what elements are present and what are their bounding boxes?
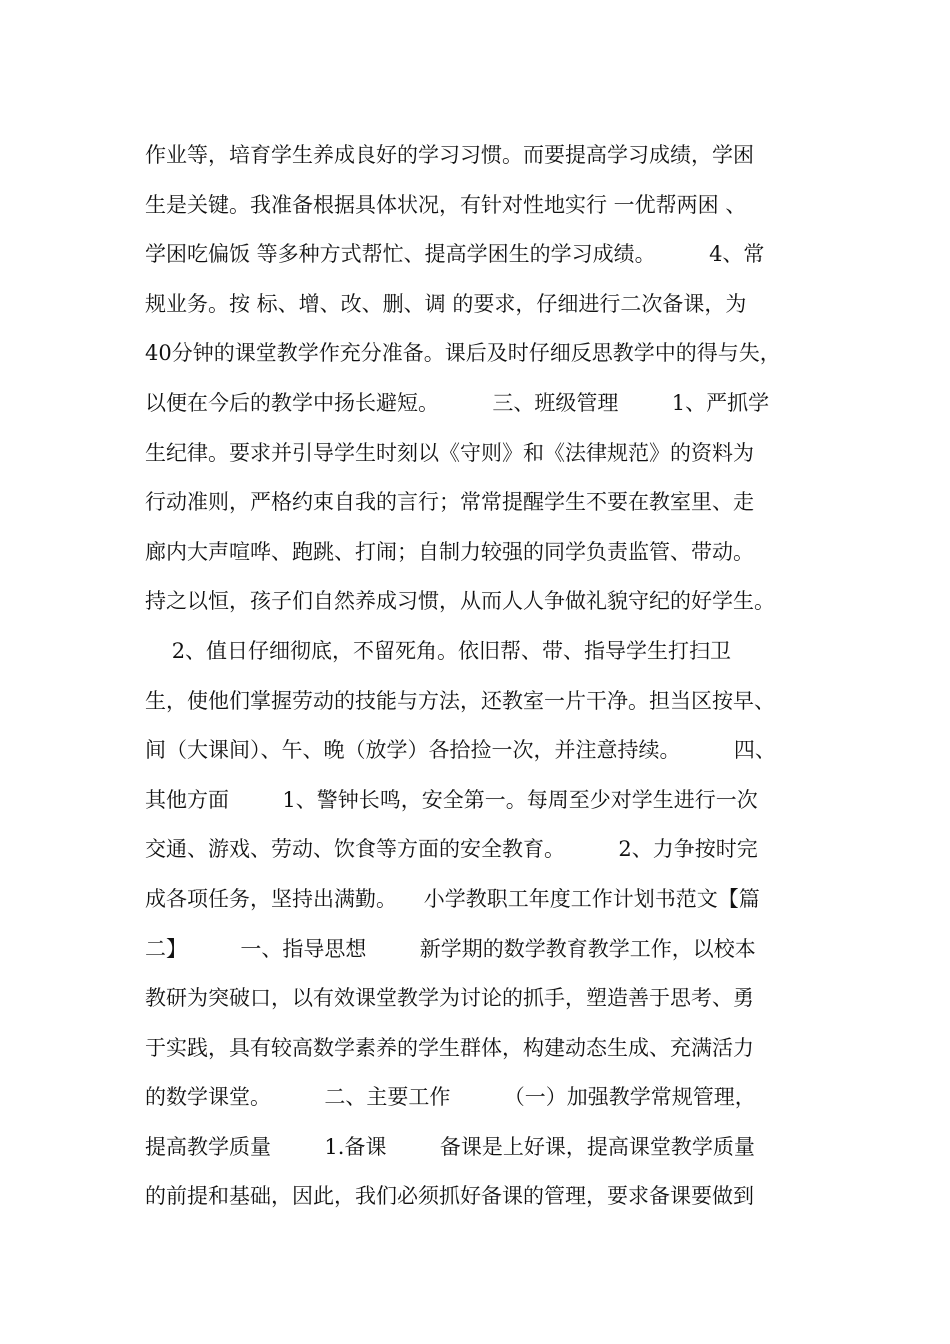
text-line: 40分钟的课堂教学作充分准备。课后及时仔细反思教学中的得与失， [145, 341, 781, 366]
text-line: 生，使他们掌握劳动的技能与方法，还教室一片干净。担当区按早、 [145, 688, 775, 713]
text-line: 交通、游戏、劳动、饮食等方面的安全教育。 2、力争按时完 [145, 837, 758, 862]
text-line: 二】 一、指导思想 新学期的数学教育教学工作，以校本 [145, 936, 756, 961]
text-line: 的数学课堂。 二、主要工作 （一）加强教学常规管理， [145, 1085, 756, 1110]
body-text [145, 131, 845, 1222]
text-line: 以便在今后的教学中扬长避短。 三、班级管理 1、严抓学 [145, 390, 770, 415]
text-line: 提高教学质量 1.备课 备课是上好课，提高课堂教学质量 [145, 1134, 755, 1159]
text-line: 间（大课间）、午、晚（放学）各拾捡一次，并注意持续。 四、 [145, 738, 776, 763]
text-line: 成各项任务，坚持出满勤。 小学教职工年度工作计划书范文【篇 [145, 886, 760, 911]
text-line: 持之以恒，孩子们自然养成习惯，从而人人争做礼貌守纪的好学生。 [145, 589, 775, 614]
text-line: 生纪律。要求并引导学生时刻以《守则》和《法律规范》的资料为 [145, 440, 754, 465]
text-line: 的前提和基础，因此，我们必须抓好备课的管理，要求备课要做到 [145, 1184, 754, 1209]
text-line: 学困吃偏饭 等多种方式帮忙、提高学困生的学习成绩。 4、常 [145, 242, 765, 267]
text-line: 作业等，培育学生养成良好的学习习惯。而要提高学习成绩，学困 [145, 143, 754, 167]
text-line: 廊内大声喧哗、跑跳、打闹；自制力较强的同学负责监管、带动。 [145, 539, 754, 564]
text-line: 规业务。按 标、增、改、删、调 的要求，仔细进行二次备课，为 [145, 291, 747, 316]
text-line: 2、值日仔细彻底，不留死角。依旧帮、带、指导学生打扫卫 [145, 638, 732, 663]
text-line: 于实践，具有较高数学素养的学生群体，构建动态生成、充满活力 [145, 1035, 754, 1060]
text-line: 行动准则，严格约束自我的言行；常常提醒学生不要在教室里、走 [145, 490, 754, 515]
text-line: 教研为突破口，以有效课堂教学为讨论的抓手，塑造善于思考、勇 [145, 986, 754, 1011]
text-line: 生是关键。我准备根据具体状况，有针对性地实行 一优帮两困 、 [145, 192, 747, 217]
text-line: 其他方面 1、警钟长鸣，安全第一。每周至少对学生进行一次 [145, 787, 758, 812]
